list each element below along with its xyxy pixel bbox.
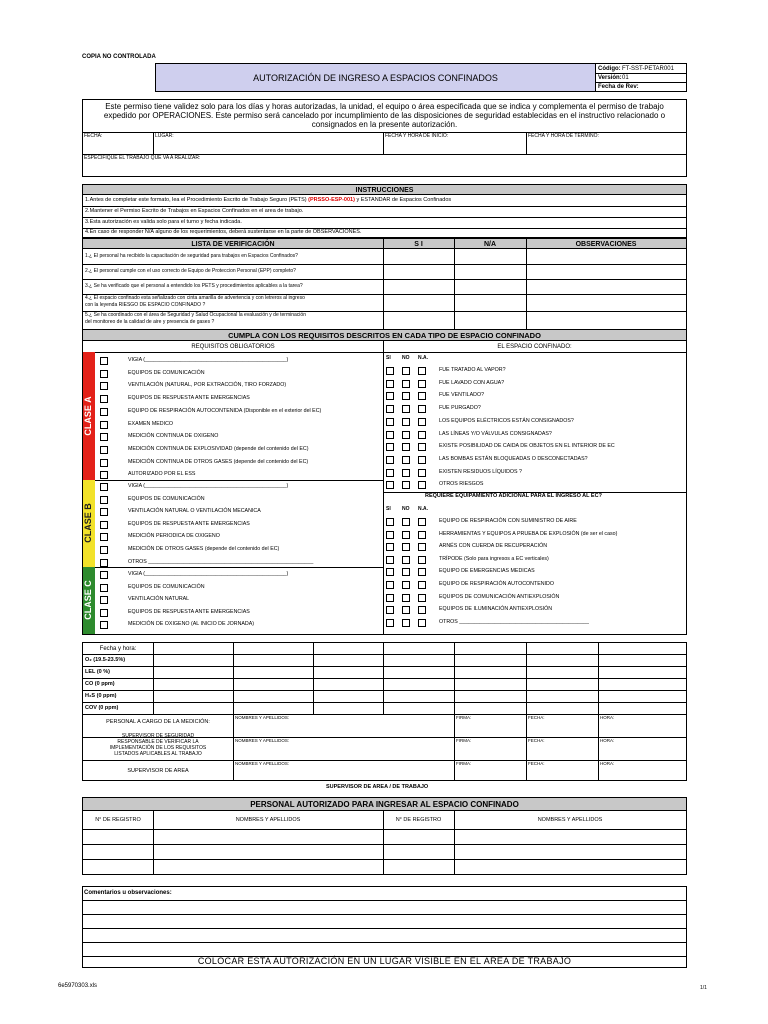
col-si: S I [414, 241, 423, 248]
extra_items-label: HERRAMIENTAS Y EQUIPOS A PRUEBA DE EXPLOSIÓN (de ser el caso) [439, 530, 618, 537]
lugar-label: LUGAR: [155, 133, 174, 139]
ec_items-checkbox[interactable] [402, 367, 410, 375]
b_items-label: EQUIPOS DE COMUNICACIÓN [128, 495, 205, 502]
hora-label: HORA: [600, 738, 615, 743]
c_items-checkbox[interactable] [100, 571, 108, 579]
ec_items-checkbox[interactable] [418, 380, 426, 388]
nombres-label: NOMBRES Y APELLIDOS: [235, 738, 290, 743]
extra_items-checkbox[interactable] [418, 594, 426, 602]
extra_items-checkbox[interactable] [402, 606, 410, 614]
extra_items-checkbox[interactable] [418, 568, 426, 576]
right-header: EL ESPACIO CONFINADO: [497, 344, 572, 350]
grid-hline [83, 702, 686, 703]
a_items-checkbox[interactable] [100, 395, 108, 403]
c_items-label: EQUIPOS DE RESPUESTA ANTE EMERGENCIAS [128, 608, 250, 615]
ec_items-label: FUE TRATADO AL VAPOR? [439, 367, 506, 373]
checklist-table [82, 238, 687, 330]
a_items-checkbox[interactable] [100, 421, 108, 429]
c_items-checkbox[interactable] [100, 609, 108, 617]
ec-si-head: SI [386, 355, 391, 361]
hora-label: HORA: [600, 715, 615, 720]
ec_items-checkbox[interactable] [402, 418, 410, 426]
c_items-label: MEDICIÓN DE OXIGENO (AL INICIO DE JORNADA) [128, 621, 255, 628]
a_items-label: AUTORIZADO POR EL ESS [128, 471, 196, 478]
ec-na-head: N.A. [418, 355, 428, 361]
requirements-title: CUMPLA CON LOS REQUISITOS DESCRITOS EN CADA TIPO DE ESPACIO CONFINADO [228, 331, 541, 340]
ec_items-label: LAS LÍNEAS Y/O VÁLVULAS CONSIGNADAS? [439, 430, 552, 437]
extra_items-label: TRÍPODE (Solo para ingresos a EC verticales) [439, 555, 549, 562]
fecha-label: FECHA: [528, 738, 545, 743]
ec_items-label: OTROS RIESGOS [439, 481, 484, 488]
extra-na-head: N.A. [418, 506, 428, 512]
ec_items-checkbox[interactable] [402, 392, 410, 400]
version-value: 01 [622, 75, 629, 81]
ec_items-label: FUE VENTILADO? [439, 392, 485, 399]
b_items-checkbox[interactable] [100, 483, 108, 491]
firma-label: FIRMA: [456, 738, 472, 743]
extra_items-checkbox[interactable] [386, 518, 394, 526]
grid-vline [383, 643, 384, 714]
extra_items-checkbox[interactable] [402, 568, 410, 576]
a_items-label: EQUIPOS DE COMUNICACIÓN [128, 369, 205, 376]
trabajo-label: ESPECIFIQUE EL TRABAJO QUE VA A REALIZAR: [84, 155, 201, 161]
meas-row-cov: COV (0 ppm) [85, 705, 119, 711]
ec_items-label: EXISTE POSIBILIDAD DE CAIDA DE OBJETOS EN EL INTERIOR DE EC [439, 443, 615, 450]
ec-no-head: NO [402, 355, 410, 361]
ec_items-checkbox[interactable] [402, 405, 410, 413]
ec_items-checkbox[interactable] [418, 405, 426, 413]
col-obs: OBSERVACIONES [575, 241, 637, 248]
meas-row-co: CO (0 ppm) [85, 681, 115, 687]
footer-code: 6e5970303.xls [58, 983, 98, 989]
question-4a: 4.¿ El espacio confinado esta señalizado con cinta amarilla de advertencia y con letreros al ingreso [85, 295, 305, 301]
code-value: FT-SST-PETAR001 [622, 66, 674, 72]
person-hline [83, 760, 686, 761]
a_items-label: EQUIPOS DE RESPUESTA ANTE EMERGENCIAS [128, 395, 250, 402]
extra_items-checkbox[interactable] [386, 606, 394, 614]
title-box [155, 63, 596, 92]
extra_items-checkbox[interactable] [418, 531, 426, 539]
question-3: 3.¿ Se ha verificado que el personal a entendido los PETS y procedimientos aplicables a la tarea? [85, 283, 303, 289]
extra_items-checkbox[interactable] [402, 594, 410, 602]
extra_items-label: EQUIPO DE EMERGENCIAS MEDICAS [439, 568, 535, 575]
question-5b: del monitoreo de la calidad de aire y presencia de gases ? [85, 319, 215, 325]
firma-label: FIRMA: [456, 761, 472, 766]
b_items-checkbox[interactable] [100, 533, 108, 541]
ec_items-checkbox[interactable] [386, 443, 394, 451]
extra-si-head: SI [386, 506, 391, 512]
ec_items-label: LOS EQUIPOS ELÉCTRICOS ESTÁN CONSIGNADOS? [439, 417, 574, 424]
rev-label: Fecha de Rev: [598, 84, 639, 90]
nombres-label: NOMBRES Y APELLIDOS: [235, 761, 290, 766]
grid-vline [454, 643, 455, 714]
doc-meta [595, 63, 687, 92]
class-a-label: CLASE A [83, 396, 93, 436]
supervisor-seguridad-3: IMPLEMENTACIÓN DE LOS REQUISITOS [109, 745, 207, 751]
class-c-label: CLASE C [83, 580, 93, 620]
fecha-label: FECHA: [528, 761, 545, 766]
extra_items-label: ARNÉS CON CUERDA DE RECUPERACIÓN [439, 543, 548, 550]
instruction-3: 3.Esta autorización es valida solo para el turno y fecha indicada. [85, 219, 242, 225]
extra_items-checkbox[interactable] [418, 556, 426, 564]
extra_items-label: EQUIPOS DE COMUNICACIÓN ANTIEXPLOSIÓN [439, 593, 560, 600]
grid-hline [83, 690, 686, 691]
extra_items-checkbox[interactable] [418, 543, 426, 551]
b_items-label: OTROS ________________________________________________________ [128, 558, 314, 565]
comments-box [82, 886, 687, 968]
extra_items-checkbox[interactable] [402, 543, 410, 551]
ec_items-checkbox[interactable] [418, 443, 426, 451]
b_items-checkbox[interactable] [100, 496, 108, 504]
grid-hline [83, 654, 686, 655]
ec_items-label: FUE LAVADO CON AGUA? [439, 379, 505, 386]
meas-row-h2s: H₂S (0 ppm) [85, 693, 117, 699]
person-vline [598, 714, 599, 780]
extra_items-checkbox[interactable] [386, 531, 394, 539]
ec_items-checkbox[interactable] [386, 405, 394, 413]
extra_items-checkbox[interactable] [418, 606, 426, 614]
extra_items-checkbox[interactable] [402, 619, 410, 627]
b_items-checkbox[interactable] [100, 508, 108, 516]
checklist-title: LISTA DE VERIFICACIÓN [191, 241, 275, 248]
supervisor-seguridad-2: RESPONSABLE DE VERIFICAR LA [117, 739, 199, 745]
extra_items-checkbox[interactable] [418, 581, 426, 589]
ec_items-checkbox[interactable] [402, 380, 410, 388]
ec_items-checkbox[interactable] [386, 380, 394, 388]
extra_items-label: OTROS ____________________________________________ [439, 618, 589, 625]
instructions-box [82, 184, 687, 238]
termino-label: FECHA Y HORA DE TERMINO: [528, 133, 599, 139]
personal-table [82, 797, 687, 875]
a_items-label: MEDICIÓN CONTINUA DE OXIGENO [128, 433, 219, 440]
extra-title: REQUIERE EQUIPAMIENTO ADICIONAL PARA EL INGRESO AL EC? [425, 493, 602, 499]
a_items-checkbox[interactable] [100, 382, 108, 390]
grid-hline [83, 678, 686, 679]
extra_items-checkbox[interactable] [386, 556, 394, 564]
meas-row-lel: LEL (0 %) [85, 669, 110, 675]
person-vline [233, 714, 234, 780]
ec_items-checkbox[interactable] [386, 367, 394, 375]
a_items-checkbox[interactable] [100, 446, 108, 454]
hora-label: HORA: [600, 761, 615, 766]
supervisor-area: SUPERVISOR DE AREA [127, 768, 189, 774]
grid-vline [598, 643, 599, 714]
ec_items-checkbox[interactable] [418, 481, 426, 489]
a_items-checkbox[interactable] [100, 459, 108, 467]
question-4b: con la leyenda RIESGO DE ESPACIO CONFINADO ? [85, 302, 206, 308]
ec_items-checkbox[interactable] [386, 456, 394, 464]
extra_items-checkbox[interactable] [386, 594, 394, 602]
inicio-label: FECHA Y HORA DE INICIO: [385, 133, 449, 139]
ec_items-checkbox[interactable] [418, 456, 426, 464]
fecha-hora-label: Fecha y hora: [99, 646, 137, 652]
class-b-label: CLASE B [83, 503, 93, 543]
a_items-label: MEDICIÓN CONTINUA DE OTROS GASES (depende del contenido del EC) [128, 458, 309, 465]
b_items-label: MEDICIÓN PERIODICA DE OXIGENO [128, 533, 220, 540]
ec_items-checkbox[interactable] [402, 481, 410, 489]
a_items-label: VENTILACIÓN (NATURAL, POR EXTRACCIÓN, TIRO FORZADO) [128, 382, 287, 389]
ec_items-checkbox[interactable] [402, 431, 410, 439]
a_items-label: MEDICIÓN CONTINUA DE EXPLOSIVIDAD (depende del contenido del EC) [128, 445, 309, 452]
page-mark: 1/1 [700, 985, 707, 991]
ec_items-checkbox[interactable] [402, 469, 410, 477]
extra_items-checkbox[interactable] [386, 543, 394, 551]
c_items-label: VIGIA (________________________________________________) [128, 571, 289, 577]
a_items-checkbox[interactable] [100, 370, 108, 378]
extra-no-head: NO [402, 506, 410, 512]
a_items-label: EXAMEN MEDICO [128, 420, 174, 427]
instructions-title: INSTRUCCIONES [355, 187, 414, 194]
extra_items-label: EQUIPO DE RESPIRACIÓN CON SUMINISTRO DE AIRE [439, 518, 577, 524]
meas-row-o2: O₂ (19.5-23.5%) [85, 657, 126, 663]
ec_items-checkbox[interactable] [418, 367, 426, 375]
person-hline [83, 714, 686, 715]
reg-header-2: N° DE REGISTRO [395, 817, 442, 823]
ec_items-label: LAS BOMBAS ESTÁN BLOQUEADAS O DESCONECTADAS? [439, 455, 588, 462]
left-header: REQUISITOS OBLIGATORIOS [191, 344, 275, 350]
a_items-checkbox[interactable] [100, 433, 108, 441]
instruction-4: 4.En caso de responder N/A alguno de los requerimientos, deberá sustentarse en la parte de OBSERVACIONES. [85, 229, 362, 235]
ec_items-checkbox[interactable] [418, 392, 426, 400]
a_items-checkbox[interactable] [100, 408, 108, 416]
ec_items-checkbox[interactable] [418, 418, 426, 426]
extra_items-checkbox[interactable] [386, 619, 394, 627]
intro-line-2: expedido por OPERACIONES. Este permiso será cancelado por incumplimiento de las disposiciones de seguridad establecidas en el instructivo relacionado o [103, 111, 666, 120]
grid-vline [526, 643, 527, 714]
intro-line-1: Este permiso tiene validez solo para los días y horas autorizadas, la unidad, el equipo o área especificada que se indica y complementa el permiso de trabajo [105, 102, 664, 111]
measurement-table [82, 642, 687, 781]
grid-vline [313, 643, 314, 714]
extra_items-checkbox[interactable] [418, 619, 426, 627]
col-na: N/A [483, 241, 497, 248]
extra_items-label: EQUIPOS DE ILUMINACIÓN ANTIEXPLOSIÓN [439, 606, 553, 613]
ec_items-checkbox[interactable] [386, 418, 394, 426]
c_items-checkbox[interactable] [100, 584, 108, 592]
c_items-checkbox[interactable] [100, 596, 108, 604]
extra_items-label: EQUIPO DE RESPIRACIÓN AUTOCONTENIDO [439, 581, 554, 587]
comments-label: Comentarios u observaciones: [84, 890, 172, 896]
extra_items-checkbox[interactable] [386, 581, 394, 589]
b_items-label: MEDICIÓN DE OTROS GASES (depende del contenido del EC) [128, 546, 280, 552]
ec_items-checkbox[interactable] [386, 431, 394, 439]
extra_items-checkbox[interactable] [402, 531, 410, 539]
grid-hline [83, 666, 686, 667]
b_items-label: VIGIA (________________________________________________) [128, 483, 289, 489]
fecha-label: FECHA: [528, 715, 545, 720]
b_items-checkbox[interactable] [100, 559, 108, 567]
page-title: AUTORIZACIÓN DE INGRESO A ESPACIOS CONFINADOS [253, 73, 498, 83]
copy-label: COPIA NO CONTROLADA [82, 54, 156, 60]
extra_items-checkbox[interactable] [418, 518, 426, 526]
extra_items-checkbox[interactable] [402, 581, 410, 589]
b_items-checkbox[interactable] [100, 521, 108, 529]
code-label: Código: [598, 66, 621, 72]
personal-title: PERSONAL AUTORIZADO PARA INGRESAR AL ESPACIO CONFINADO [250, 800, 519, 809]
supervisor-caption: SUPERVISOR DE AREA / DE TRABAJO [326, 784, 429, 790]
intro-line-3: consignados en la presente autorización. [311, 120, 458, 129]
c_items-label: VENTILACIÓN NATURAL [128, 596, 190, 603]
a_items-label: EQUIPO DE RESPIRACIÓN AUTOCONTENIDA (Disponible en el exterior del EC) [128, 407, 322, 414]
ec_items-checkbox[interactable] [402, 456, 410, 464]
person-vline [526, 714, 527, 780]
b_items-label: EQUIPOS DE RESPUESTA ANTE EMERGENCIAS [128, 520, 250, 527]
grid-vline [233, 643, 234, 714]
instruction-2: 2.Mantener el Permiso Escrito de Trabajos en Espacios Confinados en el area de trabajo. [85, 208, 304, 214]
ec_items-label: EXISTEN RESIDUOS LÍQUIDOS ? [439, 468, 523, 475]
ec_items-checkbox[interactable] [418, 431, 426, 439]
a_items-checkbox[interactable] [100, 357, 108, 365]
intro-box [82, 99, 687, 177]
supervisor-seguridad-1: SUPERVISOR DE SEGURIDAD [121, 733, 195, 739]
question-5a: 5.¿ Se ha coordinado con el área de Seguridad y Salud Ocupacional la evaluación y de terminación [85, 312, 306, 318]
nombres-label: NOMBRES Y APELLIDOS: [235, 715, 290, 720]
fecha-label: FECHA: [84, 133, 103, 139]
grid-vline [153, 643, 154, 714]
person-vline [454, 714, 455, 780]
ec_items-checkbox[interactable] [386, 481, 394, 489]
supervisor-seguridad-4: LISTADOS APLICABLES AL TRABAJO [114, 751, 202, 757]
b_items-checkbox[interactable] [100, 546, 108, 554]
reg-header-1: N° DE REGISTRO [95, 817, 141, 823]
nom-header-1: NOMBRES Y APELLIDOS [235, 817, 301, 823]
ec_items-checkbox[interactable] [402, 443, 410, 451]
extra_items-checkbox[interactable] [402, 518, 410, 526]
b_items-label: VENTILACIÓN NATURAL O VENTILACIÓN MECANICA [128, 508, 261, 515]
ec_items-checkbox[interactable] [386, 469, 394, 477]
a_items-checkbox[interactable] [100, 471, 108, 479]
c_items-checkbox[interactable] [100, 621, 108, 629]
ec_items-label: FUE PURGADO? [439, 405, 481, 412]
extra_items-checkbox[interactable] [402, 556, 410, 564]
ec_items-checkbox[interactable] [418, 469, 426, 477]
nom-header-2: NOMBRES Y APELLIDOS [537, 817, 603, 823]
question-2: 2.¿ El personal cumple con el uso correcto de Equipo de Proteccion Personal (EPP) completo? [85, 268, 296, 274]
instruction-1: 1.Antes de completar este formato, lea el Procedimiento Escrito de Trabajo Seguro (PETS) (PRSSO-ESP-001) y ESTANDAR de Espacios Confinados [85, 197, 452, 203]
extra_items-checkbox[interactable] [386, 568, 394, 576]
question-1: 1.¿ El personal ha recibido la capacitación de seguridad para trabajos en Espacios Confinados? [85, 253, 298, 259]
a_items-label: VIGIA (________________________________________________) [128, 357, 289, 363]
c_items-label: EQUIPOS DE COMUNICACIÓN [128, 583, 205, 590]
ec_items-checkbox[interactable] [386, 392, 394, 400]
personal-medicion: PERSONAL A CARGO DE LA MEDICIÓN: [106, 719, 210, 725]
notice-text: COLOCAR ESTA AUTORIZACIÓN EN UN LUGAR VISIBLE EN EL ÁREA DE TRABAJO [197, 956, 572, 966]
version-label: Versión: [598, 75, 622, 81]
firma-label: FIRMA: [456, 715, 472, 720]
